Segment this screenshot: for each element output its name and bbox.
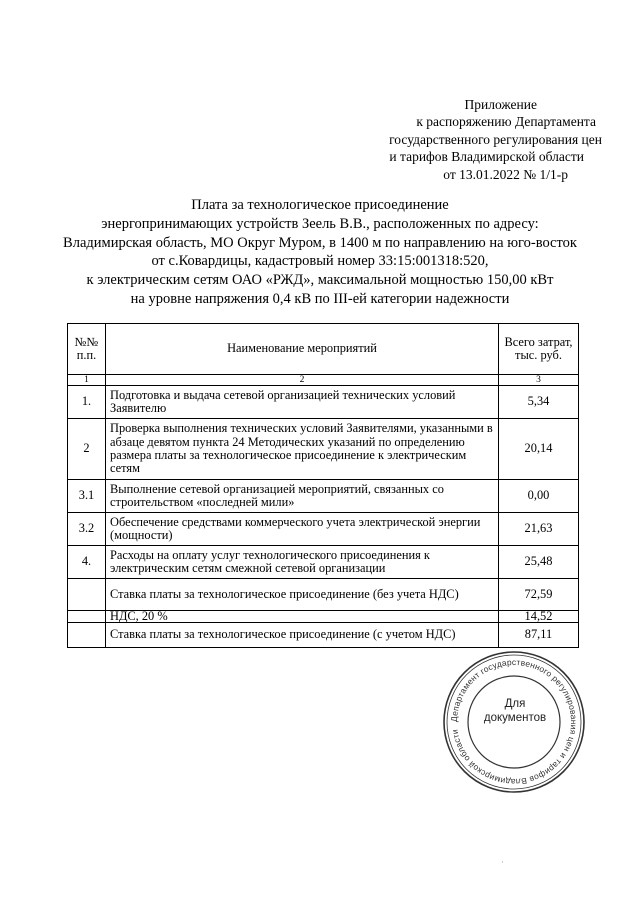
seal-center-text: Для документов (483, 698, 547, 724)
row-name: Ставка платы за технологическое присоединение (без учета НДС) (106, 579, 499, 611)
appendix-line: Приложение (464, 97, 537, 112)
header-total: Всего затрат, тыс. руб. (499, 324, 579, 375)
row-value: 21,63 (499, 513, 579, 546)
appendix-line: и тарифов Владимирской области (389, 149, 584, 165)
row-number: 3.2 (68, 513, 106, 546)
header-name: Наименование мероприятий (106, 324, 499, 375)
document-title (30, 196, 610, 309)
column-index: 2 (106, 375, 499, 386)
row-number: 2 (68, 419, 106, 480)
row-value: 20,14 (499, 419, 579, 480)
appendix-line: государственного регулирования цен (389, 131, 602, 147)
column-index: 1 (68, 375, 106, 386)
fee-table (67, 323, 579, 648)
row-value: 14,52 (499, 611, 579, 623)
summary-row-with-vat (68, 623, 579, 648)
title-line: Плата за технологическое присоединение (191, 197, 449, 213)
table-row (68, 513, 579, 546)
row-value: 87,11 (499, 623, 579, 648)
row-name: Подготовка и выдача сетевой организацией технических условий Заявителю (106, 386, 499, 419)
column-index: 3 (499, 375, 579, 386)
row-name: Обеспечение средствами коммерческого учета электрической энергии (мощности) (106, 513, 499, 546)
row-value: 25,48 (499, 546, 579, 579)
row-value: 72,59 (499, 579, 579, 611)
row-value: 5,34 (499, 386, 579, 419)
page-mark: · (501, 858, 504, 867)
title-line: к электрическим сетям ОАО «РЖД», максимальной мощностью 150,00 кВт (86, 272, 554, 289)
row-number (68, 623, 106, 648)
appendix-block (330, 96, 606, 183)
row-number: 1. (68, 386, 106, 419)
row-number: 3.1 (68, 480, 106, 513)
table-row (68, 546, 579, 579)
header-number: №№ п.п. (68, 324, 106, 375)
title-line: Владимирская область, МО Округ Муром, в 1400 м по направлению на юго-восток (63, 234, 577, 251)
column-index-row (68, 375, 579, 386)
title-line: на уровне напряжения 0,4 кВ по III-ей категории надежности (130, 290, 510, 307)
row-number: 4. (68, 546, 106, 579)
row-name: Расходы на оплату услуг технологического присоединения к электрическим сетям смежной сетевой организации (106, 546, 499, 579)
row-number (68, 611, 106, 623)
summary-row-vat (68, 611, 579, 623)
row-name: Проверка выполнения технических условий Заявителями, указанными в абзаце девятом пункта 24 Методических указаний по определению размера платы за технологическое присоединение к электрическим сетям (106, 419, 499, 480)
seal-ring-text: Департамент государственного регулирования цен и тарифов Владимирской области (448, 656, 580, 788)
title-line: энергопринимающих устройств Зеель В.В., расположенных по адресу: (101, 215, 539, 232)
row-name: Ставка платы за технологическое присоединение (с учетом НДС) (106, 623, 499, 648)
row-value: 0,00 (499, 480, 579, 513)
title-line: от с.Ковардицы, кадастровый номер 33:15:001318:520, (151, 253, 489, 270)
table-header-row (68, 324, 579, 375)
summary-row-without-vat (68, 579, 579, 611)
table-row (68, 419, 579, 480)
table-row (68, 480, 579, 513)
table-row (68, 386, 579, 419)
appendix-line: к распоряжению Департамента (416, 114, 596, 130)
row-name: Выполнение сетевой организацией мероприятий, связанных со строительством «последней мили» (106, 480, 499, 513)
appendix-line: от 13.01.2022 № 1/1-р (443, 166, 568, 182)
row-number (68, 579, 106, 611)
row-name: НДС, 20 % (106, 611, 499, 623)
